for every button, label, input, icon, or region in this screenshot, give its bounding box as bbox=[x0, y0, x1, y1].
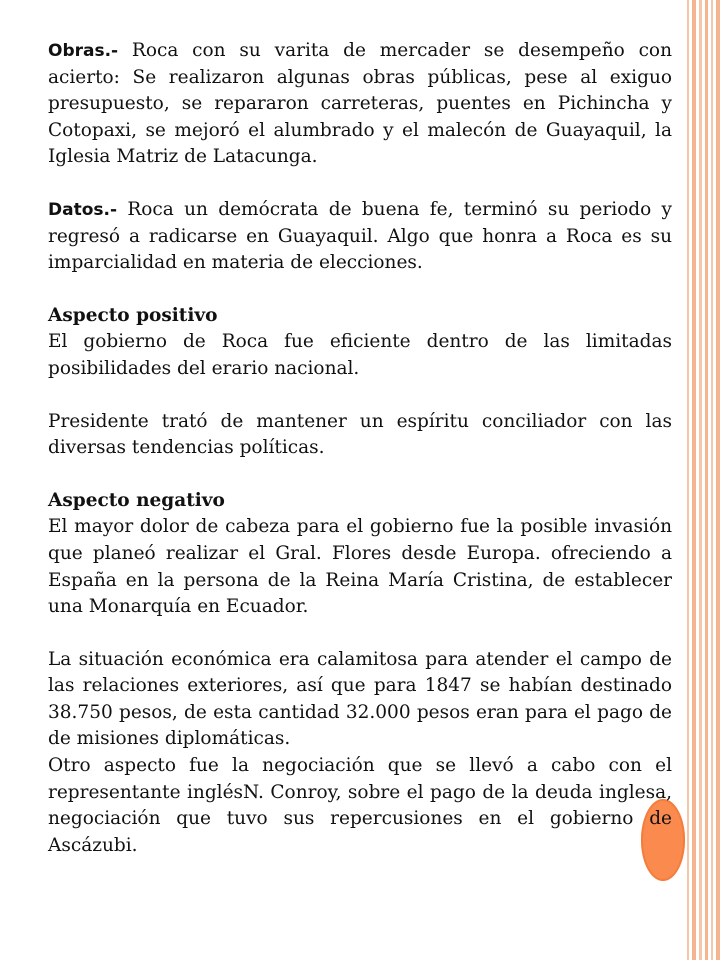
obras-label: Obras.- bbox=[48, 41, 119, 61]
datos-paragraph bbox=[48, 197, 672, 277]
decorative-border-stripe bbox=[711, 0, 713, 960]
positive-heading: Aspecto positivo bbox=[48, 304, 218, 326]
positive-paragraph-2: Presidente trató de mantener un espíritu conciliador con las diversas tendencias políticas. bbox=[48, 410, 672, 459]
decorative-border-stripe bbox=[692, 0, 696, 960]
decorative-border-stripe bbox=[687, 0, 689, 960]
negative-paragraph-3: Otro aspecto fue la negociación que se llevó a cabo con el representante inglésN. Conroy, sobre el pago de la deuda inglesa, negociación que tuvo sus repercusiones en el gobierno de Ascázubi. bbox=[48, 755, 672, 856]
obras-text: Roca con su varita de mercader se desempeño con acierto: Se realizaron algunas obras públicas, pese al exiguo presupuesto, se repararon carreteras, puentes en Pichincha y Cotopaxi, se mejoró el alumbrado y el malecón de Guayaquil, la Iglesia Matriz de Latacunga. bbox=[48, 40, 672, 168]
obras-paragraph bbox=[48, 38, 672, 171]
negative-paragraph-1: El mayor dolor de cabeza para el gobierno fue la posible invasión que planeó realizar el Gral. Flores desde Europa. ofreciendo a España en la persona de la Reina María Cristina, de establecer una Monarquía en Ecuador. bbox=[48, 516, 672, 618]
body-text bbox=[48, 38, 672, 859]
decorative-border-stripe bbox=[716, 0, 720, 960]
decorative-border-stripe bbox=[699, 0, 702, 960]
datos-label: Datos.- bbox=[48, 199, 118, 220]
negative-paragraph-2: La situación económica era calamitosa para atender el campo de las relaciones exteriores, así que para 1847 se habían destinado 38.750 pesos, de esta cantidad 32.000 pesos eran para el pago de de misiones diplomáticas. bbox=[48, 648, 672, 750]
negative-heading: Aspecto negativo bbox=[48, 489, 225, 511]
decorative-border-stripe bbox=[705, 0, 708, 960]
datos-text: Roca un demócrata de buena fe, terminó su periodo y regresó a radicarse en Guayaquil. Algo que honra a Roca es su imparcialidad en materia de elecciones. bbox=[48, 198, 672, 274]
positive-paragraph-1: El gobierno de Roca fue eficiente dentro de las limitadas posibilidades del erario nacional. bbox=[48, 331, 672, 379]
